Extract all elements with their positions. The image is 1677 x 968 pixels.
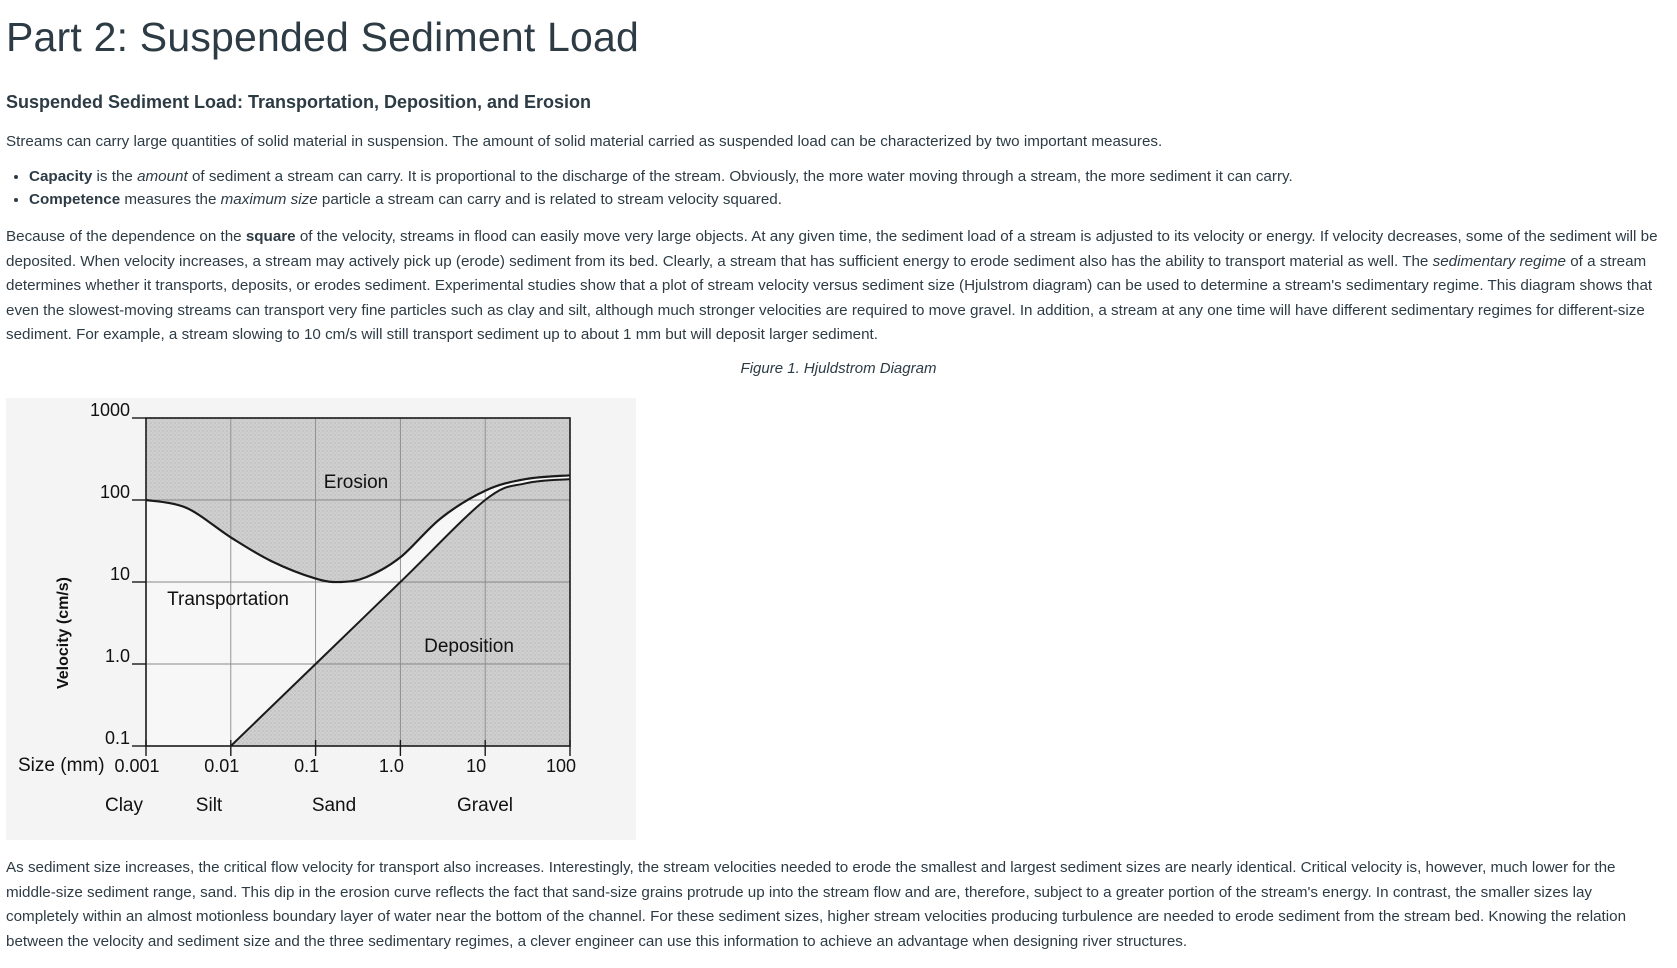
emphasis-amount: amount: [137, 168, 188, 185]
y-tick-label: 1.0: [104, 646, 130, 666]
y-tick-label: 0.1: [104, 728, 130, 748]
x-tick-label: 10: [466, 756, 487, 776]
section-heading: Suspended Sediment Load: Transportation, Deposition, and Erosion: [6, 92, 592, 112]
text-span: measures the: [120, 191, 221, 208]
x-tick-label: 1.0: [378, 756, 404, 776]
text-span: is the: [92, 168, 138, 185]
hjulstrom-diagram: [6, 398, 636, 840]
region-label-transportation: Transportation: [167, 589, 289, 610]
intro-paragraph: Streams can carry large quantities of solid material in suspension. The amount of solid material carried as suspended load can be characterized by two important measures.: [6, 133, 1163, 150]
size-class-clay: Clay: [104, 795, 144, 816]
text-span: Because of the dependence on the: [6, 228, 246, 245]
text-span: of a stream determines whether it transports, deposits, or erodes sediment. Experimental studies show that a plot of stream velocity versus sediment size (Hjulstrom diagram) can be used to determine a stream's sedimentary regime. This diagram shows that even the slowest-moving streams can transport very fine particles such as clay and silt, although much stronger velocities are required to move gravel. In addition, a stream at any one time will have different sedimentary regimes for different-size sediment. For example, a stream slowing to 10 cm/s will still transport sediment up to about 1 mm but will deposit larger sediment.: [6, 252, 1653, 343]
y-tick-label: 1000: [89, 400, 130, 420]
page-title: Part 2: Suspended Sediment Load: [6, 14, 640, 60]
emphasis-square: square: [245, 228, 296, 245]
x-tick-label: 100: [545, 756, 577, 776]
term-capacity: Capacity: [29, 168, 93, 185]
bullet-list: [6, 165, 1677, 211]
list-item-competence: [29, 188, 1677, 211]
x-tick-label: 0.001: [114, 756, 160, 776]
size-class-sand: Sand: [311, 795, 357, 816]
region-label-deposition: Deposition: [424, 636, 514, 657]
y-tick-label: 10: [109, 564, 130, 584]
term-competence: Competence: [29, 191, 121, 208]
chart-svg: [6, 398, 636, 840]
text-span: particle a stream can carry and is related to stream velocity squared.: [317, 191, 782, 208]
body-paragraph-critical-velocity: As sediment size increases, the critical flow velocity for transport also increases. Interestingly, the stream velocities needed to erode the smallest and largest sediment sizes are nearly identical. Critical velocity is, however, much lower for the middle-size sediment range, sand. This dip in the erosion curve reflects the fact that sand-size grains protrude up into the stream flow and are, therefore, subject to a greater portion of the stream's energy. In contrast, the smaller sizes lay completely within an almost motionless boundary layer of water near the bottom of the channel. For these sediment sizes, higher stream velocities producing turbulence are needed to erode sediment from the stream bed. Knowing the relation between the velocity and sediment size and the three sedimentary regimes, a clever engineer can use this information to achieve an advantage when designing river structures.: [6, 859, 1627, 950]
y-axis-label: Velocity (cm/s): [55, 576, 72, 690]
list-item-capacity: [29, 165, 1677, 188]
text-span: of sediment a stream can carry. It is proportional to the discharge of the stream. Obviously, the more water moving through a stream, the more sediment it can carry.: [187, 168, 1293, 185]
x-tick-label: 0.1: [294, 756, 320, 776]
size-class-gravel: Gravel: [457, 795, 513, 816]
y-tick-label: 100: [99, 482, 130, 502]
emphasis-maximum-size: maximum size: [220, 191, 318, 208]
x-axis-label: Size (mm): [18, 755, 105, 776]
body-paragraph-regime: [6, 225, 1666, 348]
region-label-erosion: Erosion: [323, 472, 389, 493]
x-tick-label: 0.01: [204, 756, 240, 776]
text-span: of the velocity, streams in flood can easily move very large objects. At any given time, the sediment load of a stream is adjusted to its velocity or energy. If velocity decreases, some of the sediment will be deposited. When velocity increases, a stream may actively pick up (erode) sediment from its bed. Clearly, a stream that has sufficient energy to erode sediment also has the ability to transport material as well. The: [6, 228, 1658, 270]
emphasis-sedimentary-regime: sedimentary regime: [1432, 252, 1566, 270]
figure-caption: Figure 1. Hjuldstrom Diagram: [740, 360, 937, 377]
size-class-silt: Silt: [195, 795, 223, 816]
